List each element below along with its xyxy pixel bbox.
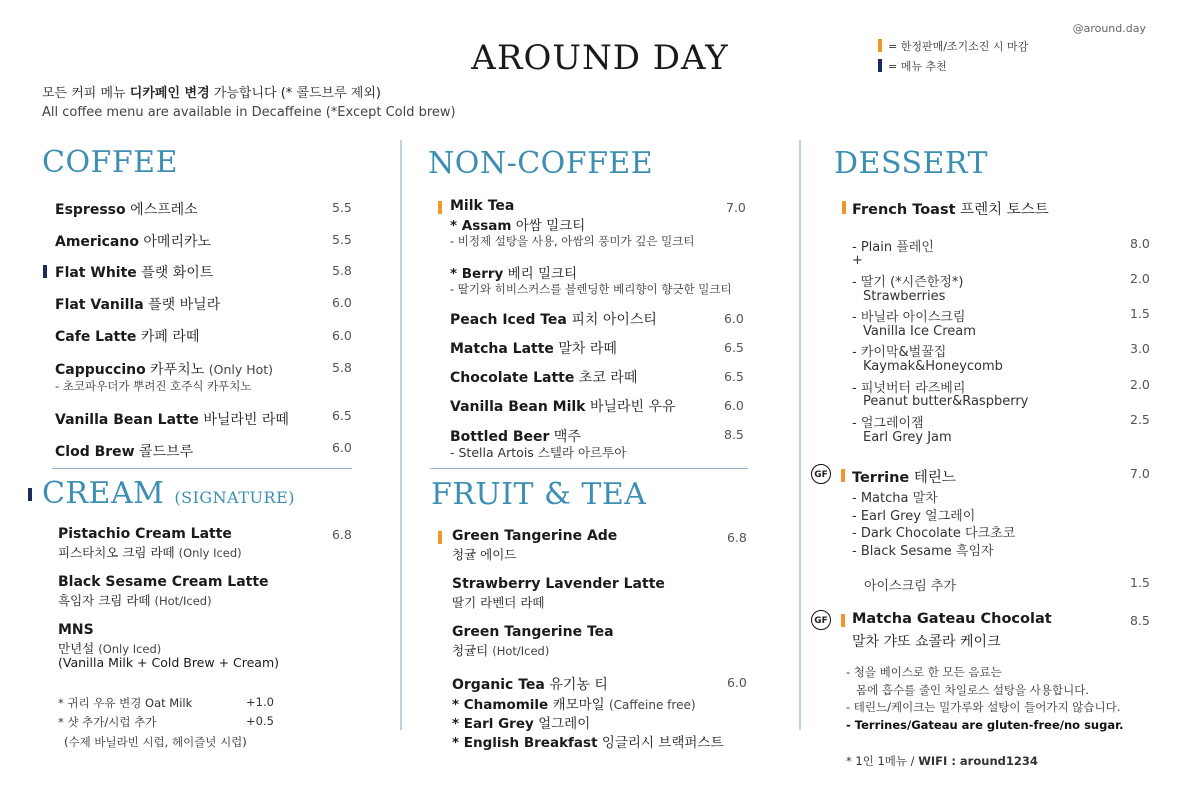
toast-option: - 바닐라 아이스크림 bbox=[852, 310, 966, 325]
toast-option: - 딸기 (*시즌한정*) bbox=[852, 275, 964, 290]
menu-description: - 초코파우더가 뿌려진 호주식 카푸치노 bbox=[55, 379, 252, 393]
toast-option: Strawberries bbox=[863, 289, 946, 304]
menu-item-sub: 청귤티 (Hot/Iced) bbox=[452, 643, 550, 658]
option-note: (수제 바닐라빈 시럽, 헤이즐넛 시럽) bbox=[64, 735, 247, 749]
cream-heading: CREAM (SIGNATURE) bbox=[42, 476, 295, 511]
option-price: +1.0 bbox=[246, 695, 274, 709]
limited-marker-icon bbox=[842, 201, 846, 214]
menu-item-sub: 딸기 라벤더 라떼 bbox=[452, 595, 545, 610]
option-oat-milk: * 귀리 우유 변경 Oat Milk bbox=[58, 696, 193, 710]
menu-price: 6.5 bbox=[724, 340, 744, 355]
menu-item: Espresso 에스프레소 bbox=[55, 202, 198, 218]
menu-subitem: * Earl Grey 얼그레이 bbox=[452, 716, 591, 732]
menu-item: French Toast 프렌치 토스트 bbox=[852, 202, 1049, 218]
limited-marker-icon bbox=[438, 531, 442, 544]
menu-price: 8.5 bbox=[724, 427, 744, 442]
limited-marker-icon bbox=[438, 201, 442, 214]
menu-subitem: * Assam 아쌈 밀크티 bbox=[450, 218, 586, 234]
menu-price: 6.0 bbox=[724, 311, 744, 326]
toast-option: Earl Grey Jam bbox=[863, 430, 952, 445]
page-title: AROUND DAY bbox=[471, 38, 729, 78]
section-divider bbox=[52, 468, 352, 469]
menu-item: Black Sesame Cream Latte bbox=[58, 574, 269, 590]
menu-description: - 비정제 설탕을 사용, 아쌈의 풍미가 깊은 밀크티 bbox=[450, 234, 695, 248]
toast-option: - 얼그레이잼 bbox=[852, 416, 924, 431]
menu-price: 5.5 bbox=[332, 232, 352, 247]
menu-price: 6.5 bbox=[724, 369, 744, 384]
menu-item: Cappuccino 카푸치노 (Only Hot) bbox=[55, 362, 274, 378]
dessert-note-bold: - Terrines/Gateau are gluten-free/no sugar. bbox=[846, 718, 1124, 732]
menu-item: Green Tangerine Ade bbox=[452, 528, 618, 544]
toast-option-price: 3.0 bbox=[1130, 341, 1150, 356]
limited-marker-icon bbox=[841, 469, 845, 482]
menu-description: (Vanilla Milk + Cold Brew + Cream) bbox=[58, 655, 280, 670]
menu-price: 6.8 bbox=[727, 530, 747, 545]
legend-recommend: = 메뉴 추천 bbox=[878, 58, 947, 74]
menu-price: 6.0 bbox=[332, 328, 352, 343]
gluten-free-badge: GF bbox=[811, 464, 831, 484]
menu-item-sub: 만년설 (Only Iced) bbox=[58, 641, 162, 656]
section-divider bbox=[430, 468, 748, 469]
decaf-note-en: All coffee menu are available in Decaffeine (*Except Cold brew) bbox=[42, 105, 456, 120]
recommend-marker-icon bbox=[28, 488, 32, 501]
menu-price: 5.5 bbox=[332, 200, 352, 215]
menu-item: Flat White 플랫 화이트 bbox=[55, 265, 214, 281]
menu-item: Green Tangerine Tea bbox=[452, 624, 614, 640]
menu-item: Peach Iced Tea 피치 아이스티 bbox=[450, 312, 657, 328]
menu-item: Chocolate Latte 초코 라떼 bbox=[450, 370, 638, 386]
menu-price: 6.0 bbox=[727, 675, 747, 690]
terrine-flavor: - Black Sesame 흑임자 bbox=[852, 544, 994, 559]
toast-option: + bbox=[852, 253, 863, 268]
toast-option: Peanut butter&Raspberry bbox=[863, 394, 1029, 409]
menu-price: 6.0 bbox=[332, 295, 352, 310]
menu-price: 6.0 bbox=[332, 440, 352, 455]
option-price: +0.5 bbox=[246, 714, 274, 728]
noncoffee-heading: NON-COFFEE bbox=[428, 146, 654, 181]
fruit-tea-heading: FRUIT & TEA bbox=[431, 477, 647, 512]
menu-price: 1.5 bbox=[1130, 575, 1150, 590]
limited-marker-icon bbox=[841, 614, 845, 627]
menu-price: 6.8 bbox=[332, 527, 352, 542]
toast-option-price: 2.0 bbox=[1130, 377, 1150, 392]
toast-option: Vanilla Ice Cream bbox=[863, 324, 976, 339]
toast-option: Kaymak&Honeycomb bbox=[863, 359, 1003, 374]
menu-price: 8.5 bbox=[1130, 613, 1150, 628]
menu-item: Matcha Latte 말차 라떼 bbox=[450, 341, 617, 357]
menu-item: Strawberry Lavender Latte bbox=[452, 576, 665, 592]
legend-limited: = 한정판매/조기소진 시 마감 bbox=[878, 38, 1028, 54]
toast-option-price: 8.0 bbox=[1130, 236, 1150, 251]
column-divider bbox=[799, 140, 801, 730]
menu-price: 7.0 bbox=[1130, 466, 1150, 481]
toast-option-price: 2.5 bbox=[1130, 412, 1150, 427]
menu-description: - Stella Artois 스텔라 아르투아 bbox=[450, 445, 627, 460]
gluten-free-badge: GF bbox=[811, 610, 831, 630]
column-divider bbox=[400, 140, 402, 730]
terrine-flavor: - Earl Grey 얼그레이 bbox=[852, 509, 976, 524]
menu-item: Terrine 테린느 bbox=[852, 470, 956, 486]
recommend-marker-icon bbox=[43, 265, 47, 278]
menu-description: - 딸기와 히비스커스를 블렌딩한 베리향이 향긋한 밀크티 bbox=[450, 282, 732, 296]
menu-subitem: * English Breakfast 잉글리시 브랙퍼스트 bbox=[452, 735, 724, 751]
menu-item: Americano 아메리카노 bbox=[55, 234, 212, 250]
menu-price: 7.0 bbox=[726, 200, 746, 215]
menu-subitem: * Chamomile 캐모마일 (Caffeine free) bbox=[452, 697, 696, 713]
coffee-heading: COFFEE bbox=[42, 145, 178, 180]
menu-item: Pistachio Cream Latte bbox=[58, 526, 232, 542]
menu-item: Bottled Beer 맥주 bbox=[450, 429, 581, 445]
menu-price: 6.5 bbox=[332, 408, 352, 423]
menu-item: Clod Brew 콜드브루 bbox=[55, 444, 194, 460]
toast-option: - Plain 플레인 bbox=[852, 240, 934, 255]
menu-item: Matcha Gateau Chocolat bbox=[852, 611, 1052, 627]
menu-item-sub: 흑임자 크림 라떼 (Hot/Iced) bbox=[58, 593, 212, 608]
footer-note: * 1인 1메뉴 / WIFI : around1234 bbox=[846, 754, 1038, 768]
menu-item: Cafe Latte 카페 라떼 bbox=[55, 329, 200, 345]
dessert-note: - 청을 베이스로 한 모든 음료는 bbox=[846, 665, 1002, 679]
menu-item: Vanilla Bean Milk 바닐라빈 우유 bbox=[450, 399, 676, 415]
toast-option: - 카이막&벌꿀집 bbox=[852, 345, 947, 360]
icecream-addon: 아이스크림 추가 bbox=[864, 579, 957, 594]
instagram-handle: @around.day bbox=[1072, 22, 1146, 35]
menu-item: Milk Tea bbox=[450, 198, 515, 214]
menu-item-sub: 피스타치오 크림 라떼 (Only Iced) bbox=[58, 545, 242, 560]
option-shot-syrup: * 샷 추가/시럽 추가 bbox=[58, 715, 157, 729]
decaf-note-ko: 모든 커피 메뉴 디카페인 변경 가능합니다 (* 콜드브루 제외) bbox=[42, 86, 381, 101]
terrine-flavor: - Matcha 말차 bbox=[852, 491, 938, 506]
menu-item-sub: 말차 갸또 쇼콜라 케이크 bbox=[852, 634, 1001, 650]
menu-item-sub: 청귤 에이드 bbox=[452, 547, 517, 562]
menu-item: MNS bbox=[58, 622, 94, 638]
toast-option: - 피넛버터 라즈베리 bbox=[852, 381, 966, 396]
toast-option-price: 1.5 bbox=[1130, 306, 1150, 321]
menu-item: Flat Vanilla 플랫 바닐라 bbox=[55, 297, 221, 313]
toast-option-price: 2.0 bbox=[1130, 271, 1150, 286]
menu-price: 5.8 bbox=[332, 360, 352, 375]
dessert-heading: DESSERT bbox=[834, 146, 988, 181]
dessert-note: - 테린느/케이크는 밀가루와 설탕이 들어가지 않습니다. bbox=[846, 700, 1121, 714]
menu-price: 6.0 bbox=[724, 398, 744, 413]
terrine-flavor: - Dark Chocolate 다크초코 bbox=[852, 526, 1016, 541]
menu-price: 5.8 bbox=[332, 263, 352, 278]
navy-bar-icon bbox=[878, 59, 882, 72]
menu-item: Vanilla Bean Latte 바닐라빈 라떼 bbox=[55, 412, 289, 428]
dessert-note: 몸에 흡수를 줄인 차일로스 설탕을 사용합니다. bbox=[856, 683, 1090, 697]
orange-bar-icon bbox=[878, 39, 882, 52]
menu-subitem: * Berry 베리 밀크티 bbox=[450, 266, 578, 282]
menu-item: Organic Tea 유기농 티 bbox=[452, 677, 608, 693]
